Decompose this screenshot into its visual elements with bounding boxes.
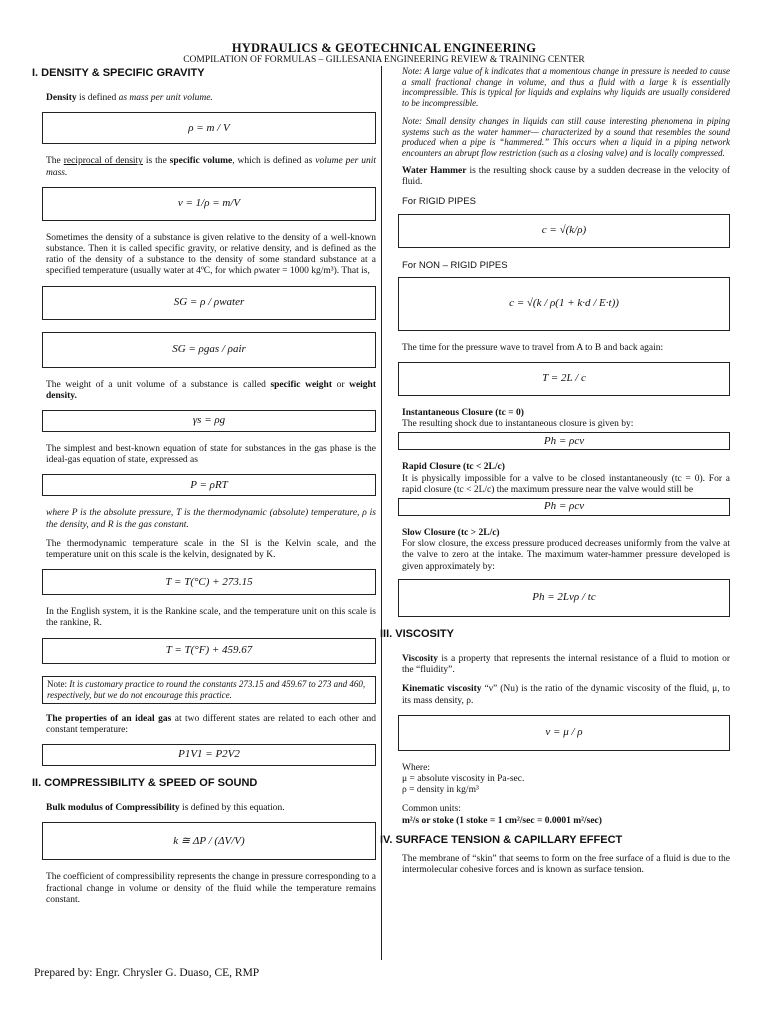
specific-gravity-text: Sometimes the density of a substance is given relative to the density of a well-known substance. Then it is called specific gravity, or relative density, and is defined as the ratio of the density of a substance to the density of some standard substance at a specified temperature (usually water at 4ºC, for which ρwater = 1000 kg/m³). That is, xyxy=(46,232,376,277)
where-text: where P is the absolute pressure, T is the thermodynamic (absolute) temperature, ρ is the density, and R is the gas constant. xyxy=(46,508,376,530)
ideal-gas-text: The simplest and best-known equation of state for substances in the gas phase is the ideal-gas equation of state, expressed as xyxy=(46,444,376,466)
formula-ideal-gas: P = ρRT xyxy=(42,474,376,496)
section-heading-viscosity: III. VISCOSITY xyxy=(380,627,454,640)
nonrigid-pipes-label: For NON – RIGID PIPES xyxy=(402,259,508,271)
surface-tension-text: The membrane of “skin” that seems to form on the free surface of a fluid is due to the intermolecular cohesive forces and is known as surface tension. xyxy=(402,854,730,876)
doc-subtitle: COMPILATION OF FORMULAS – GILLESANIA ENGINEERING REVIEW & TRAINING CENTER xyxy=(183,55,585,65)
section-heading-compressibility: II. COMPRESSIBILITY & SPEED OF SOUND xyxy=(32,777,258,790)
formula-specific-volume: ν = 1/ρ = m/V xyxy=(42,187,376,221)
doc-title: HYDRAULICS & GEOTECHNICAL ENGINEERING xyxy=(231,41,537,55)
slow-closure-text: For slow closure, the excess pressure produced decreases uniformly from the valve at the valve to zero at the intake. The maximum water-hammer pressure developed is given approximately by: xyxy=(402,539,730,572)
formula-ph-slow: Ph = 2Lvρ / tc xyxy=(398,579,730,617)
formula-sg-water: SG = ρ / ρwater xyxy=(42,286,376,320)
where-label: Where: xyxy=(402,762,430,773)
rigid-pipes-label: For RIGID PIPES xyxy=(402,196,476,208)
formula-rankine: T = T(°F) + 459.67 xyxy=(42,638,376,664)
formula-celerity-rigid: c = √(k/ρ) xyxy=(398,214,730,248)
note-incompressible: Note: A large value of k indicates that a momentous change in pressure is needed to cause a small fractional change in volume, and thus a fluid with a large k is essentially incompressible. This is typical for liquids and explains why liquids are usually considered to be incompressible. xyxy=(402,66,730,108)
viscosity-def-mu: μ = absolute viscosity in Pa-sec. xyxy=(402,774,525,785)
section-heading-surface-tension: IV. SURFACE TENSION & CAPILLARY EFFECT xyxy=(380,833,623,846)
kelvin-text: The thermodynamic temperature scale in the SI is the Kelvin scale, and the temperature unit on this scale is the kelvin, designated by K. xyxy=(46,538,376,561)
left-column xyxy=(34,66,376,914)
formula-celerity-nonrigid: c = √(k / ρ(1 + k·d / E·t)) xyxy=(398,277,730,331)
instantaneous-closure-heading: Instantaneous Closure (tc = 0) xyxy=(402,408,524,419)
formula-wave-time: T = 2L / c xyxy=(398,362,730,396)
formula-ph-instantaneous: Ph = ρcv xyxy=(398,432,730,450)
formula-kelvin: T = T(°C) + 273.15 xyxy=(42,569,376,595)
rapid-closure-heading: Rapid Closure (tc < 2L/c) xyxy=(402,462,505,473)
kinematic-viscosity-text: Kinematic viscosity “ν” (Nu) is the ratio of the dynamic viscosity of the fluid, μ, to its mass density, ρ. xyxy=(402,684,730,706)
note-box-rounding: Note: It is customary practice to round the constants 273.15 and 459.67 to 273 and 460, respectively, but we do not encourage this practice. xyxy=(42,676,376,704)
column-divider xyxy=(381,66,382,960)
density-definition: Density is defined as mass per unit volume. xyxy=(46,93,213,104)
formula-sg-gas: SG = ρgas / ρair xyxy=(42,332,376,368)
slow-closure-heading: Slow Closure (tc > 2L/c) xyxy=(402,528,500,539)
water-hammer-text: Water Hammer is the resulting shock cause by a sudden decrease in the velocity of fluid. xyxy=(402,166,730,188)
common-units-value: m²/s or stoke (1 stoke = 1 cm²/sec = 0.0001 m²/sec) xyxy=(402,815,602,826)
footer-credit: Prepared by: Engr. Chrysler G. Duaso, CE, RMP xyxy=(34,967,260,979)
instantaneous-closure-text: The resulting shock due to instantaneous closure is given by: xyxy=(402,419,634,430)
viscosity-text: Viscosity is a property that represents the internal resistance of a fluid to motion or the “fluidity”. xyxy=(402,654,730,676)
rankine-text: In the English system, it is the Rankine scale, and the temperature unit on this scale is the rankine, R. xyxy=(46,607,376,629)
formula-boyle: P1V1 = P2V2 xyxy=(42,744,376,766)
ideal-gas-properties-text: The properties of an ideal gas at two different states are related to each other and constant temperature: xyxy=(46,713,376,735)
formula-specific-weight: γs = ρg xyxy=(42,410,376,432)
right-column xyxy=(380,66,730,884)
note-water-hammer: Note: Small density changes in liquids can still cause interesting phenomena in piping systems such as the water hammer— characterized by a sound that resembles the sound produced when a pipe is “hammered.” This occurs when a liquid in a piping network encounters an abrupt flow restriction (such as a closing valve) and is locally compressed. xyxy=(402,116,730,158)
common-units-label: Common units: xyxy=(402,804,461,815)
specific-volume-text: The reciprocal of density is the specific volume, which is defined as volume per unit mass. xyxy=(46,156,376,178)
wave-time-text: The time for the pressure wave to travel from A to B and back again: xyxy=(402,342,664,353)
specific-weight-text: The weight of a unit volume of a substance is called specific weight or weight density. xyxy=(46,379,376,401)
viscosity-def-rho: ρ = density in kg/m³ xyxy=(402,785,479,796)
section-heading-density: I. DENSITY & SPECIFIC GRAVITY xyxy=(32,67,205,79)
bulk-modulus-text: Bulk modulus of Compressibility is defined by this equation. xyxy=(46,803,285,814)
formula-kinematic-viscosity: ν = μ / ρ xyxy=(398,715,730,751)
compressibility-coefficient-text: The coefficient of compressibility represents the change in pressure corresponding to a fractional change in volume or density of the fluid while the temperature remains constant. xyxy=(46,872,376,905)
formula-ph-rapid: Ph = ρcv xyxy=(398,498,730,516)
formula-density: ρ = m / V xyxy=(42,112,376,144)
rapid-closure-text: It is physically impossible for a valve to be closed instantaneously (tc = 0). For a rapid closure (tc < 2L/c) the maximum pressure near the valve would still be xyxy=(402,473,730,495)
formula-bulk-modulus: k ≅ ΔP / (ΔV/V) xyxy=(42,822,376,860)
